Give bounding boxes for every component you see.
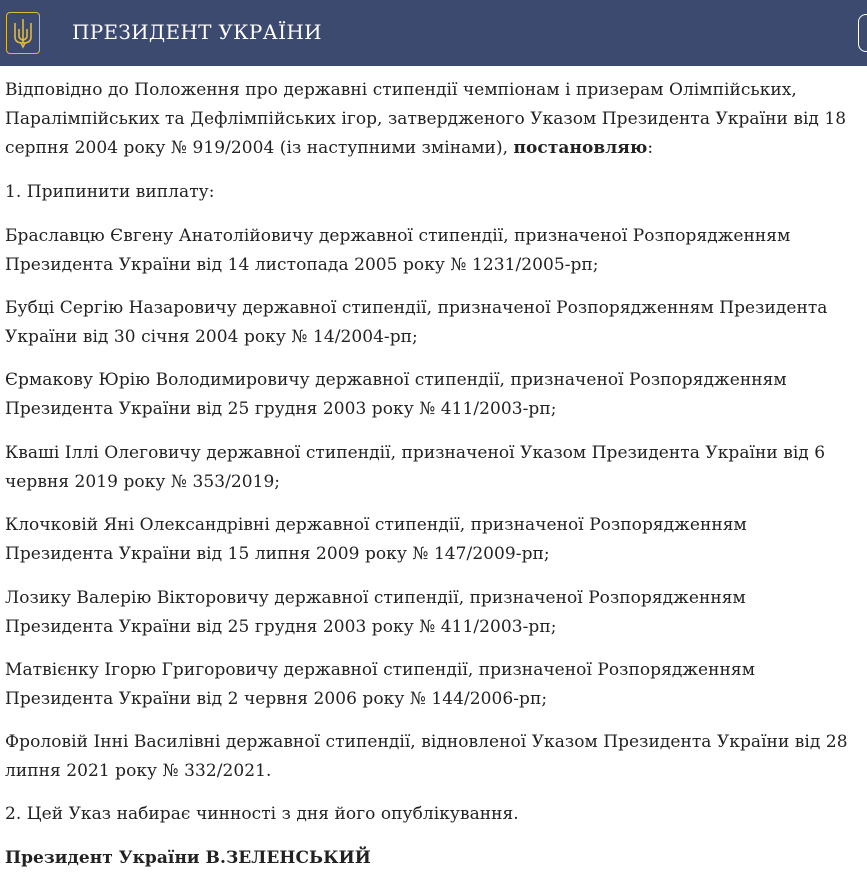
intro-end: : bbox=[647, 138, 654, 158]
site-title[interactable]: ПРЕЗИДЕНТ УКРАЇНИ bbox=[72, 20, 322, 44]
decree-intro bbox=[5, 76, 855, 163]
decree-entry: Фроловій Інні Василівні державної стипендії, відновленої Указом Президента України від 28 липня 2021 року № 332/2021. bbox=[5, 732, 848, 781]
decree-entry: Лозику Валерію Вікторовичу державної стипендії, призначеної Розпорядженням Президента України від 25 грудня 2003 року № 411/2003-рп; bbox=[5, 588, 746, 637]
menu-icon[interactable] bbox=[858, 14, 867, 52]
decree-entry: Браславцю Євгену Анатолійовичу державної стипендії, призначеної Розпорядженням Президента України від 14 листопада 2005 року № 1231/2005-рп; bbox=[5, 226, 791, 275]
decree-entry: Клочковій Яні Олександрівні державної стипендії, призначеної Розпорядженням Президента України від 15 липня 2009 року № 147/2009-рп; bbox=[5, 515, 747, 564]
decree-entry: Кваші Іллі Олеговичу державної стипендії, призначеної Указом Президента України від 6 червня 2019 року № 353/2019; bbox=[5, 443, 826, 492]
intro-bold: постановляю bbox=[513, 138, 648, 158]
decree-entry: Єрмакову Юрію Володимировичу державної стипендії, призначеної Розпорядженням Президента України від 25 грудня 2003 року № 411/2003-рп; bbox=[5, 370, 787, 419]
decree-entry: Бубці Сергію Назаровичу державної стипендії, призначеної Розпорядженням Президента України від 30 січня 2004 року № 14/2004-рп; bbox=[5, 298, 828, 347]
trident-icon[interactable] bbox=[6, 12, 40, 54]
site-header bbox=[0, 0, 867, 66]
decree-item-2: 2. Цей Указ набирає чинності з дня його опублікування. bbox=[5, 804, 519, 824]
decree-signature: Президент України В.ЗЕЛЕНСЬКИЙ bbox=[5, 848, 371, 868]
intro-text: Відповідно до Положення про державні стипендії чемпіонам і призерам Олімпійських, Паралімпійських та Дефлімпійських ігор, затвердженого Указом Президента України від 18 серпня 2004 року № 919/2004 (із наступними змінами), bbox=[5, 80, 847, 158]
decree-entry: Матвієнку Ігорю Григоровичу державної стипендії, призначеної Розпорядженням Президента України від 2 червня 2006 року № 144/2006-рп; bbox=[5, 660, 755, 709]
decree-item-1: 1. Припинити виплату: bbox=[5, 182, 215, 202]
